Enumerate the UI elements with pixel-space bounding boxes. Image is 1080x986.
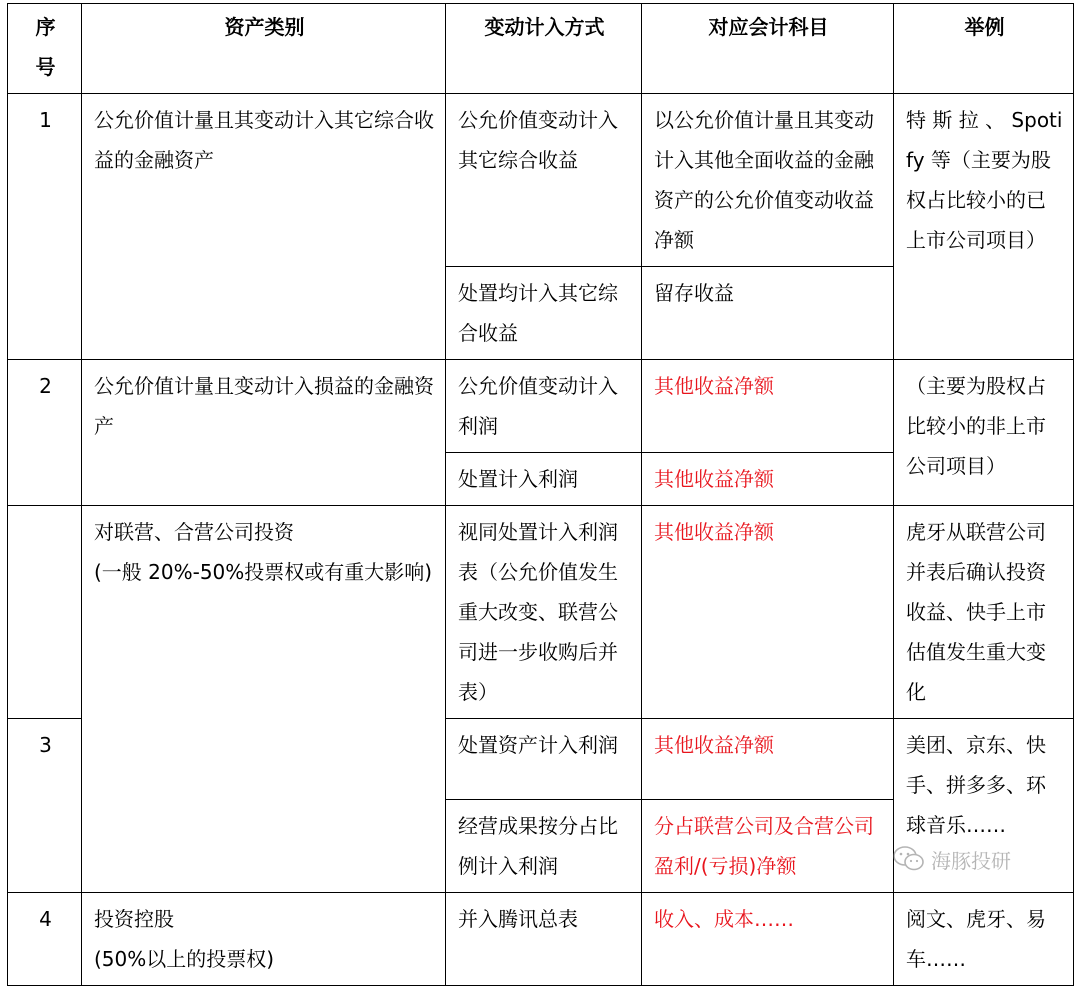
row1-category: 公允价值计量且其变动计入其它综合收益的金融资产 [82,94,446,360]
header-example: 举例 [894,4,1074,94]
row1-example: 特 斯 拉 、 Spotify 等（主要为股权占比较小的已上市公司项目） [894,94,1074,360]
row4-method: 并入腾讯总表 [446,893,642,986]
row3-example-a: 虎牙从联营公司并表后确认投资收益、快手上市估值发生重大变化 [894,506,1074,719]
row1-no: 1 [8,94,82,360]
row2-example: （主要为股权占比较小的非上市公司项目） [894,360,1074,506]
row3-account-c: 分占联营公司及合营公司盈利/(亏损)净额 [642,800,894,893]
row2-account-b: 其他收益净额 [642,453,894,506]
table-row [8,360,1074,453]
watermark-text: 海豚投研 [931,848,1011,873]
row3-category: 对联营、合营公司投资 (一般 20%-50%投票权或有重大影响) [82,506,446,893]
row3-account-a: 其他收益净额 [642,506,894,719]
row3-example-b: 美团、京东、快手、拼多多、环球音乐…… [894,719,1074,893]
header-no: 序 号 [8,4,82,94]
row3-method-c: 经营成果按分占比例计入利润 [446,800,642,893]
row3-method-b: 处置资产计入利润 [446,719,642,800]
header-method: 变动计入方式 [446,4,642,94]
row2-method-a: 公允价值变动计入利润 [446,360,642,453]
header-account: 对应会计科目 [642,4,894,94]
row2-method-b: 处置计入利润 [446,453,642,506]
row3-no-blank [8,506,82,719]
table-row [8,94,1074,267]
table-row [8,506,1074,719]
row2-account-a: 其他收益净额 [642,360,894,453]
row2-no: 2 [8,360,82,506]
row4-account: 收入、成本…… [642,893,894,986]
row1-account-b: 留存收益 [642,267,894,360]
watermark [893,839,1053,879]
row1-account-a: 以公允价值计量且其变动计入其他全面收益的金融资产的公允价值变动收益净额 [642,94,894,267]
table-row [8,893,1074,986]
row2-category: 公允价值计量且变动计入损益的金融资产 [82,360,446,506]
header-row [8,4,1074,94]
row1-method-b: 处置均计入其它综合收益 [446,267,642,360]
row4-example: 阅文、虎牙、易车…… [894,893,1074,986]
header-category: 资产类别 [82,4,446,94]
row4-no: 4 [8,893,82,986]
wechat-icon [893,845,925,873]
row3-method-a: 视同处置计入利润表（公允价值发生重大改变、联营公司进一步收购后并表） [446,506,642,719]
row1-method-a: 公允价值变动计入其它综合收益 [446,94,642,267]
row3-no: 3 [8,719,82,893]
row4-category: 投资控股 (50%以上的投票权) [82,893,446,986]
row3-account-b: 其他收益净额 [642,719,894,800]
